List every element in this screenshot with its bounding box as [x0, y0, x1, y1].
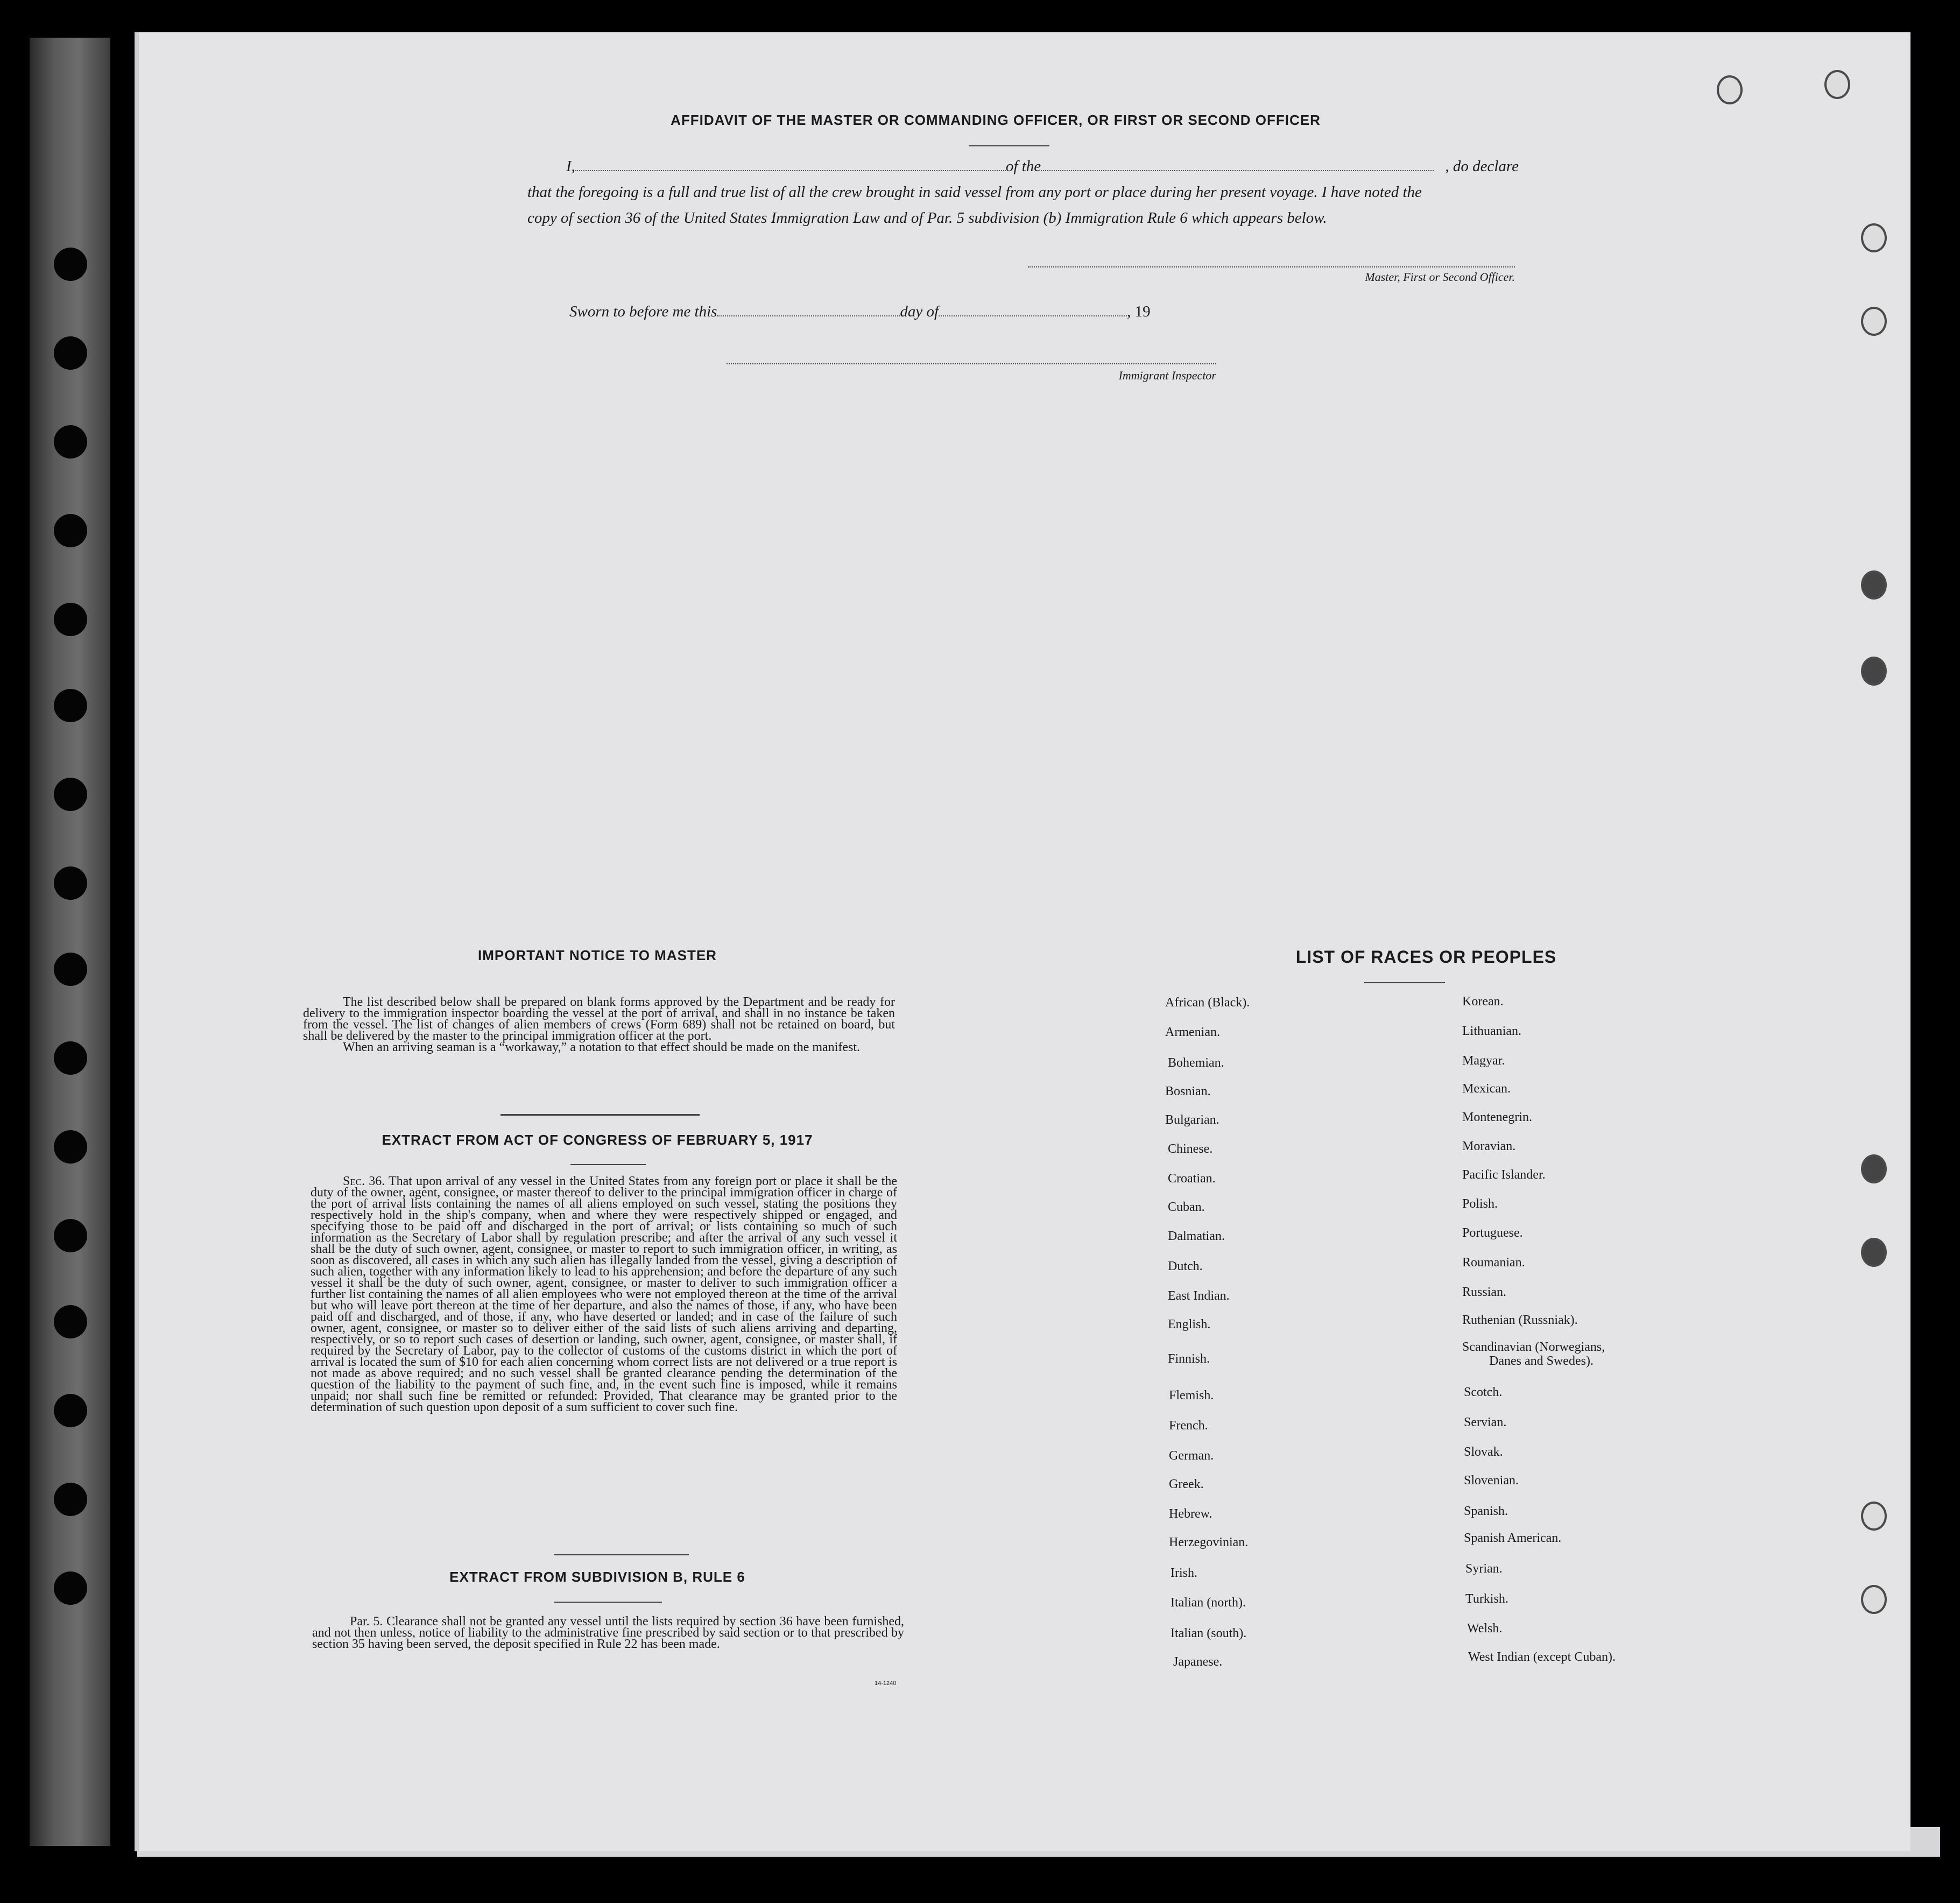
page-hole	[1861, 1502, 1887, 1531]
punch-hole	[54, 953, 87, 986]
punch-hole	[54, 1219, 87, 1252]
title-underline	[969, 145, 1049, 146]
race-left-11: East Indian.	[1168, 1289, 1230, 1303]
affidavit-i: I,	[566, 158, 575, 175]
divider	[570, 1164, 646, 1165]
page-hole	[1861, 307, 1887, 336]
year-label: , 19	[1127, 303, 1151, 320]
punch-hole	[54, 1394, 87, 1427]
punch-hole	[54, 1305, 87, 1338]
punch-hole	[54, 603, 87, 636]
race-right-6: Moravian.	[1462, 1139, 1516, 1153]
race-left-10: Dutch.	[1168, 1259, 1203, 1273]
race-left-6: Chinese.	[1168, 1142, 1213, 1156]
race-left-15: French.	[1169, 1419, 1208, 1433]
vessel-blank	[1041, 158, 1434, 171]
punch-hole	[54, 689, 87, 722]
race-left-12: English.	[1168, 1317, 1211, 1331]
race-right-9: Portuguese.	[1462, 1226, 1523, 1240]
day-blank	[717, 304, 900, 316]
divider	[554, 1602, 662, 1603]
race-right-15: Servian.	[1464, 1415, 1507, 1429]
race-right-1: Korean.	[1462, 995, 1504, 1009]
race-left-14: Flemish.	[1169, 1389, 1214, 1402]
race-right-2: Lithuanian.	[1462, 1024, 1521, 1038]
sworn-line	[569, 299, 1215, 325]
signature-line	[1028, 266, 1515, 267]
affidavit-line-3: copy of section 36 of the United States Immigration Law and of Par. 5 subdivision (b) Immigration Rule 6 which appears below.	[527, 209, 1327, 227]
affidavit-of: of the	[1005, 158, 1041, 175]
punch-hole	[54, 778, 87, 811]
race-left-9: Dalmatian.	[1168, 1229, 1225, 1243]
signature-caption: Master, First or Second Officer.	[1365, 270, 1515, 284]
page-hole	[1861, 1154, 1887, 1183]
race-right-22: Welsh.	[1467, 1622, 1503, 1636]
race-right-19: Spanish American.	[1464, 1531, 1562, 1545]
race-right-12: Ruthenian (Russniak).	[1462, 1313, 1578, 1327]
race-left-22: Italian (south).	[1171, 1626, 1247, 1640]
race-left-18: Hebrew.	[1169, 1507, 1212, 1521]
page-hole	[1861, 657, 1887, 686]
name-blank	[575, 158, 1006, 171]
inspector-signature-line	[727, 363, 1216, 364]
race-right-4: Mexican.	[1462, 1082, 1511, 1096]
month-blank	[939, 304, 1127, 316]
race-left-4: Bosnian.	[1165, 1084, 1211, 1098]
divider	[554, 1554, 689, 1555]
page-hole	[1861, 570, 1887, 600]
race-left-3: Bohemian.	[1168, 1056, 1224, 1070]
punch-hole	[54, 1041, 87, 1075]
rule-extract-text: Par. 5. Clearance shall not be granted any vessel until the lists required by section 36 have been furnished, and not then unless, notice of liability to the administrative fine prescribed by said section or to that prescribed by section 35 having been served, the deposit specified in Rule 22 has been made.	[312, 1615, 904, 1651]
notice-title: IMPORTANT NOTICE TO MASTER	[478, 947, 717, 963]
race-left-19: Herzegovinian.	[1169, 1535, 1249, 1549]
notice-paragraph-2: When an arriving seaman is a “workaway,” a notation to that effect should be made on the manifest.	[343, 1040, 860, 1054]
race-right-18: Spanish.	[1464, 1504, 1508, 1518]
races-title: LIST OF RACES OR PEOPLES	[1295, 947, 1557, 967]
affidavit-line-1	[566, 153, 1519, 179]
race-scandinavian: Scandinavian (Norwegians,	[1462, 1340, 1605, 1354]
section-36-text: That upon arrival of any vessel in the United States from any foreign port or place it shall be the duty of the owner, agent, consignee, or master thereof to deliver to the principal immigration officer in charge of the port of arrival lists containing the names of all aliens employed on such vessel, stating the positions they respectively hold in the ship's company, when and where they were respectively shipped or engaged, and specifying those to be paid off and discharged in the port of arrival; or lists containing so much of such information as the Secretary of Labor shall by regulation prescribe; and after the arrival of any such vessel it shall be the duty of such owner, agent, consignee, or master to report to such immigration officer, in writing, as soon as discovered, all cases in which any such alien has illegally landed from the vessel, giving a description of such alien, together with any information likely to lead to his apprehension; and before the departure of any such vessel it shall be the duty of such owner, agent, consignee, or master to deliver to such immigration officer a further list containing the names of all alien employees who were not employed thereon at the time of the arrival but who will leave port thereon at the time of her departure, and also the names of those, if any, who have been paid off and discharged, and of those, if any, who have deserted or landed; and in case of the failure of such owner, agent, consignee, or master so to deliver either of the said lists of such aliens arriving and departing, respectively, or so to report such cases of desertion or landing, such owner, agent, consignee, or master shall, if required by the Secretary of Labor, pay to the collector of customs of the customs district in which the port of arrival is located the sum of $10 for each alien concerning whom correct lists are not delivered or a true report is not made as above required; and no such vessel shall be granted clearance pending the determination of the question of the liability to the payment of such fine, and, in the event such fine is imposed, while it remains unpaid; nor shall such fine be remitted or refunded: Provided, That clearance may be granted prior to the determination of such question upon deposit of a sum sufficient to cover such fine.	[311, 1174, 897, 1414]
race-right-7: Pacific Islander.	[1462, 1168, 1546, 1182]
inspector-caption: Immigrant Inspector	[1118, 369, 1216, 382]
race-right-17: Slovenian.	[1464, 1474, 1519, 1488]
race-right-3: Magyar.	[1462, 1054, 1505, 1068]
rule-extract-title: EXTRACT FROM SUBDIVISION B, RULE 6	[449, 1569, 745, 1585]
race-left-1: African (Black).	[1165, 996, 1250, 1010]
affidavit-line-2: that the foregoing is a full and true list of all the crew brought in said vessel from any port or place during her present voyage. I have noted the	[527, 184, 1422, 201]
race-left-13: Finnish.	[1168, 1352, 1210, 1366]
race-right-5: Montenegrin.	[1462, 1110, 1532, 1124]
race-left-5: Bulgarian.	[1165, 1113, 1219, 1127]
affidavit-title: AFFIDAVIT OF THE MASTER OR COMMANDING OFFICER, OR FIRST OR SECOND OFFICER	[671, 112, 1321, 128]
race-right-16: Slovak.	[1464, 1445, 1503, 1459]
punch-hole	[54, 514, 87, 547]
race-scandinavian-cont: Danes and Swedes).	[1489, 1354, 1594, 1368]
punch-hole	[54, 248, 87, 281]
race-left-17: Greek.	[1169, 1477, 1204, 1491]
race-left-16: German.	[1169, 1449, 1214, 1463]
race-right-21: Turkish.	[1465, 1592, 1508, 1606]
act-extract-title: EXTRACT FROM ACT OF CONGRESS OF FEBRUARY 5, 1917	[382, 1132, 813, 1148]
punch-hole	[54, 1483, 87, 1516]
race-right-8: Polish.	[1462, 1197, 1498, 1211]
race-right-10: Roumanian.	[1462, 1256, 1525, 1270]
notice-paragraph-1: The list described below shall be prepared on blank forms approved by the Department and be ready for delivery to the immigration inspector boarding the vessel at the port of arrival, and shall in no instance be taken from the vessel. The list of changes of alien members of crews (Form 689) shall not be retained on board, but shall be delivered by the master to the principal immigration officer at the port.	[303, 995, 895, 1043]
race-left-23: Japanese.	[1173, 1655, 1223, 1669]
race-left-21: Italian (north).	[1171, 1596, 1246, 1610]
race-left-2: Armenian.	[1165, 1025, 1220, 1039]
race-right-14: Scotch.	[1464, 1385, 1503, 1399]
divider	[500, 1114, 700, 1116]
race-left-7: Croatian.	[1168, 1172, 1216, 1186]
act-extract-text	[311, 1176, 897, 1413]
page-hole	[1717, 75, 1743, 104]
punch-hole	[54, 336, 87, 370]
form-number: 14-1240	[875, 1680, 897, 1687]
punch-hole	[54, 1571, 87, 1605]
affidavit-declare: , do declare	[1445, 158, 1519, 175]
race-right-23: West Indian (except Cuban).	[1468, 1650, 1616, 1664]
sworn-label: Sworn to before me this	[569, 303, 717, 320]
race-left-8: Cuban.	[1168, 1200, 1205, 1214]
page-hole	[1861, 1238, 1887, 1267]
section-label: Sec. 36.	[343, 1174, 385, 1188]
punch-hole	[54, 1130, 87, 1164]
binding-strip	[30, 38, 110, 1846]
page-hole	[1824, 70, 1850, 99]
day-of-label: day of	[900, 303, 939, 320]
page-hole	[1861, 223, 1887, 252]
divider	[1364, 982, 1445, 983]
page-hole	[1861, 1585, 1887, 1614]
race-left-20: Irish.	[1171, 1566, 1197, 1580]
punch-hole	[54, 425, 87, 459]
race-right-13	[1462, 1340, 1605, 1368]
race-right-20: Syrian.	[1465, 1562, 1503, 1576]
race-right-11: Russian.	[1462, 1285, 1507, 1299]
punch-hole	[54, 866, 87, 900]
